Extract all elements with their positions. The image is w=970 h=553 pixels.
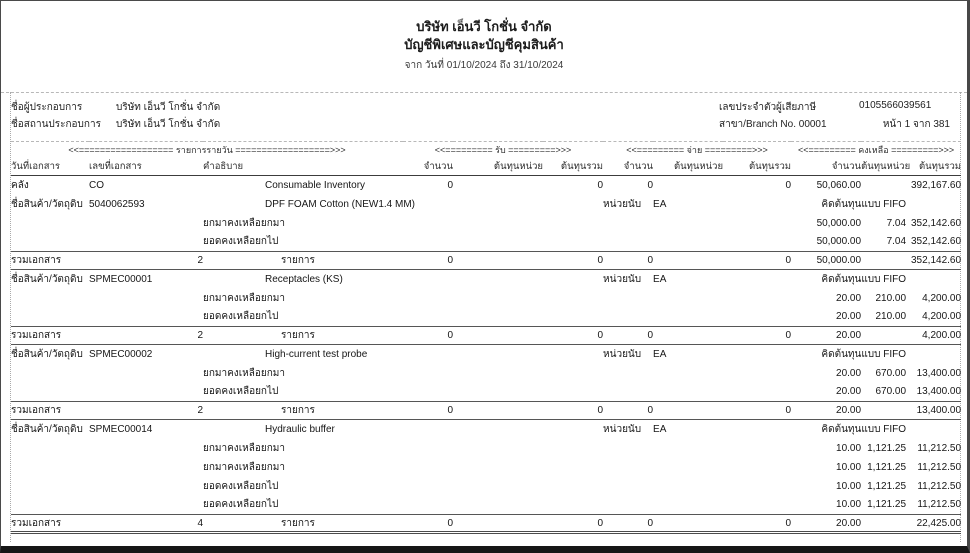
cell bbox=[453, 402, 543, 420]
cell bbox=[603, 458, 653, 477]
cell: 0 bbox=[723, 402, 791, 420]
cell bbox=[403, 477, 453, 496]
cell bbox=[11, 214, 89, 233]
cell: ยกมาคงเหลือยกมา bbox=[203, 442, 285, 454]
cell bbox=[453, 364, 543, 383]
cell: รายการ bbox=[203, 402, 403, 420]
cell bbox=[723, 345, 791, 364]
cell bbox=[453, 515, 543, 533]
cell: 4 bbox=[89, 515, 203, 533]
cell bbox=[403, 364, 453, 383]
cell: 50,000.00 bbox=[816, 217, 862, 229]
cell bbox=[906, 420, 961, 439]
table-group-header-row bbox=[11, 142, 961, 159]
cell: ยอดคงเหลือยกไป bbox=[203, 236, 279, 248]
cell bbox=[653, 439, 723, 458]
group-header-receive: <<========= รับ =========>>> bbox=[434, 145, 572, 156]
cell: 5040062593 bbox=[89, 198, 145, 210]
table-row-move bbox=[11, 289, 961, 308]
table-row-move bbox=[11, 458, 961, 477]
cell: 20.00 bbox=[836, 311, 862, 323]
table-row-item bbox=[11, 195, 961, 214]
cell bbox=[453, 327, 543, 345]
cell bbox=[653, 233, 723, 252]
cell bbox=[11, 383, 89, 402]
cell: 1,121.25 bbox=[867, 499, 907, 511]
table-row-total bbox=[11, 402, 961, 420]
cell bbox=[89, 308, 203, 327]
cell bbox=[603, 289, 653, 308]
cell: หน่วยนับ bbox=[603, 348, 642, 360]
group-header-issue: <<========= จ่าย =========>>> bbox=[626, 145, 768, 156]
cell bbox=[603, 496, 653, 515]
cell bbox=[453, 176, 543, 195]
cell bbox=[543, 420, 603, 439]
cell bbox=[89, 214, 203, 233]
cell bbox=[723, 439, 791, 458]
cell bbox=[453, 252, 543, 270]
cell bbox=[403, 345, 453, 364]
cell bbox=[403, 214, 453, 233]
cell bbox=[403, 439, 453, 458]
cell bbox=[543, 270, 603, 289]
table-row-total bbox=[11, 515, 961, 533]
col-header-receive-total-cost: ต้นทุนรวม bbox=[543, 159, 603, 176]
cell: 0 bbox=[543, 402, 603, 420]
cell bbox=[403, 383, 453, 402]
cell bbox=[11, 289, 89, 308]
cell: 20.00 bbox=[836, 386, 862, 398]
cell bbox=[453, 477, 543, 496]
report-date-range: จาก วันที่ 01/10/2024 ถึง 31/10/2024 bbox=[404, 60, 564, 71]
cell: 0 bbox=[543, 515, 603, 533]
cell bbox=[723, 214, 791, 233]
table-row-total bbox=[11, 252, 961, 270]
cell: 10.00 bbox=[836, 480, 862, 492]
cell: 13,400.00 bbox=[916, 386, 962, 398]
cell: 13,400.00 bbox=[916, 367, 962, 379]
cell bbox=[653, 515, 723, 533]
cell bbox=[89, 439, 203, 458]
col-header-doc-number: เลขที่เอกสาร bbox=[89, 159, 203, 176]
cell: รวมเอกสาร bbox=[11, 327, 89, 345]
cell bbox=[11, 439, 89, 458]
cell: Hydraulic buffer bbox=[265, 423, 335, 435]
cell: ยอดคงเหลือยกไป bbox=[203, 311, 279, 323]
cell: 0 bbox=[403, 252, 453, 270]
cell: 0 bbox=[447, 179, 453, 191]
cell: 210.00 bbox=[875, 292, 907, 304]
cell bbox=[723, 270, 791, 289]
cell: รวมเอกสาร bbox=[11, 252, 89, 270]
cell bbox=[723, 289, 791, 308]
cell: 7.04 bbox=[886, 217, 907, 229]
cell: 20.00 bbox=[791, 402, 861, 420]
cell bbox=[453, 270, 543, 289]
cell: 0 bbox=[403, 327, 453, 345]
cell bbox=[653, 252, 723, 270]
establishment-label: ชื่อสถานประกอบการ bbox=[11, 119, 101, 130]
cell bbox=[723, 364, 791, 383]
cell bbox=[453, 439, 543, 458]
cell bbox=[906, 345, 961, 364]
table-row-ware bbox=[11, 176, 961, 195]
cell bbox=[603, 214, 653, 233]
cell bbox=[453, 214, 543, 233]
table-row-total bbox=[11, 327, 961, 345]
cell bbox=[603, 233, 653, 252]
cell bbox=[543, 496, 603, 515]
cell: 1,121.25 bbox=[867, 461, 907, 473]
cell: 10.00 bbox=[836, 499, 862, 511]
cell: 20.00 bbox=[836, 292, 862, 304]
cell: 20.00 bbox=[791, 515, 861, 533]
cell bbox=[543, 214, 603, 233]
cell bbox=[603, 383, 653, 402]
cell bbox=[403, 270, 453, 289]
col-header-issue-qty: จำนวน bbox=[603, 159, 653, 176]
cell bbox=[453, 345, 543, 364]
col-header-issue-unit-cost: ต้นทุนหน่วย bbox=[653, 159, 723, 176]
col-header-receive-qty: จำนวน bbox=[403, 159, 453, 176]
cell bbox=[653, 383, 723, 402]
cell: 20.00 bbox=[836, 367, 862, 379]
cell: 0 bbox=[723, 252, 791, 270]
cell bbox=[453, 420, 543, 439]
cell: 22,425.00 bbox=[906, 515, 961, 533]
table-row-move bbox=[11, 364, 961, 383]
company-info-section bbox=[1, 92, 967, 141]
cell: 10.00 bbox=[836, 442, 862, 454]
cell: 0 bbox=[603, 515, 653, 533]
cell bbox=[453, 383, 543, 402]
cell: Consumable Inventory bbox=[265, 179, 366, 191]
cell: ชื่อสินค้า/วัตถุดิบ bbox=[11, 423, 83, 435]
cell bbox=[403, 458, 453, 477]
operator-value: บริษัท เอ็นวี โกชั่น จำกัด bbox=[116, 102, 221, 113]
cell: คิดต้นทุนแบบ FIFO bbox=[821, 273, 907, 285]
cell bbox=[11, 477, 89, 496]
col-header-balance-qty: จำนวน bbox=[791, 159, 861, 176]
cell: รวมเอกสาร bbox=[11, 402, 89, 420]
cell bbox=[11, 364, 89, 383]
cell bbox=[603, 439, 653, 458]
operator-label: ชื่อผู้ประกอบการ bbox=[11, 102, 83, 113]
cell: 50,060.00 bbox=[816, 179, 862, 191]
cell: คิดต้นทุนแบบ FIFO bbox=[821, 348, 907, 360]
cell bbox=[543, 345, 603, 364]
cell: ชื่อสินค้า/วัตถุดิบ bbox=[11, 198, 83, 210]
cell bbox=[403, 233, 453, 252]
cell: 0 bbox=[603, 252, 653, 270]
cell bbox=[861, 515, 906, 533]
cell: DPF FOAM Cotton (NEW1.4 MM) bbox=[265, 198, 416, 210]
cell bbox=[403, 289, 453, 308]
cell: 4,200.00 bbox=[922, 311, 962, 323]
cell bbox=[543, 233, 603, 252]
cell bbox=[653, 496, 723, 515]
cell: ชื่อสินค้า/วัตถุดิบ bbox=[11, 348, 83, 360]
cell bbox=[453, 308, 543, 327]
cell bbox=[653, 176, 723, 195]
cell bbox=[723, 195, 791, 214]
cell: 50,000.00 bbox=[791, 252, 861, 270]
table-row-move bbox=[11, 308, 961, 327]
group-header-balance: <<========= คงเหลือ =========>>> bbox=[797, 145, 955, 156]
table-row-item bbox=[11, 270, 961, 289]
col-header-balance-total-cost: ต้นทุนรวม bbox=[906, 159, 961, 176]
cell bbox=[453, 458, 543, 477]
table-row-move bbox=[11, 233, 961, 252]
cell: ยกมาคงเหลือยกมา bbox=[203, 367, 285, 379]
cell bbox=[603, 364, 653, 383]
cell bbox=[89, 233, 203, 252]
cell: คิดต้นทุนแบบ FIFO bbox=[821, 198, 907, 210]
cell bbox=[89, 496, 203, 515]
cell: 4,200.00 bbox=[922, 292, 962, 304]
cell bbox=[653, 308, 723, 327]
cell: 670.00 bbox=[875, 386, 907, 398]
cell bbox=[653, 214, 723, 233]
cell: 210.00 bbox=[875, 311, 907, 323]
cell bbox=[11, 496, 89, 515]
cell: คลัง bbox=[11, 179, 29, 191]
cell: ยอดคงเหลือยกไป bbox=[203, 386, 279, 398]
cell: High-current test probe bbox=[265, 348, 368, 360]
cell: SPMEC00002 bbox=[89, 348, 153, 360]
col-header-receive-unit-cost: ต้นทุนหน่วย bbox=[453, 159, 543, 176]
cell: 11,212.50 bbox=[917, 480, 962, 492]
cell bbox=[603, 308, 653, 327]
cell bbox=[861, 402, 906, 420]
col-header-balance-unit-cost: ต้นทุนหน่วย bbox=[861, 159, 906, 176]
report-title-block bbox=[1, 1, 967, 73]
cell bbox=[723, 308, 791, 327]
cell bbox=[89, 289, 203, 308]
cell: 1,121.25 bbox=[867, 480, 907, 492]
cell bbox=[89, 458, 203, 477]
table-row-move bbox=[11, 477, 961, 496]
cell: 20.00 bbox=[791, 327, 861, 345]
inventory-ledger-table bbox=[11, 141, 961, 534]
cell: 11,212.50 bbox=[917, 442, 962, 454]
cell: หน่วยนับ bbox=[603, 198, 642, 210]
cell: 0 bbox=[723, 515, 791, 533]
cell: EA bbox=[653, 198, 667, 210]
cell: 1,121.25 bbox=[867, 442, 907, 454]
cell: ชื่อสินค้า/วัตถุดิบ bbox=[11, 273, 83, 285]
cell bbox=[453, 195, 543, 214]
cell: Receptacles (KS) bbox=[265, 273, 343, 285]
table-row-move bbox=[11, 439, 961, 458]
cell: 11,212.50 bbox=[917, 461, 962, 473]
table-row-move bbox=[11, 383, 961, 402]
cell bbox=[723, 458, 791, 477]
cell: 0 bbox=[597, 179, 604, 191]
cell: 10.00 bbox=[836, 461, 862, 473]
cell bbox=[653, 458, 723, 477]
cell bbox=[653, 364, 723, 383]
cell bbox=[906, 195, 961, 214]
cell bbox=[543, 477, 603, 496]
cell bbox=[453, 289, 543, 308]
cell bbox=[723, 477, 791, 496]
cell bbox=[723, 233, 791, 252]
cell: รายการ bbox=[203, 515, 403, 533]
cell bbox=[89, 383, 203, 402]
cell bbox=[543, 195, 603, 214]
col-header-issue-total-cost: ต้นทุนรวม bbox=[723, 159, 791, 176]
table-row-item bbox=[11, 420, 961, 439]
cell bbox=[653, 477, 723, 496]
cell: EA bbox=[653, 348, 667, 360]
cell bbox=[723, 383, 791, 402]
cell: 13,400.00 bbox=[906, 402, 961, 420]
cell bbox=[11, 233, 89, 252]
cell: 50,000.00 bbox=[816, 236, 862, 248]
cell: คิดต้นทุนแบบ FIFO bbox=[821, 423, 907, 435]
cell: 352,142.60 bbox=[911, 236, 962, 248]
cell bbox=[653, 289, 723, 308]
cell: ยกมาคงเหลือยกมา bbox=[203, 461, 285, 473]
cell: ยอดคงเหลือยกไป bbox=[203, 480, 279, 492]
cell: EA bbox=[653, 423, 667, 435]
cell bbox=[861, 252, 906, 270]
table-row-item bbox=[11, 345, 961, 364]
cell bbox=[403, 308, 453, 327]
cell: หน่วยนับ bbox=[603, 423, 642, 435]
cell bbox=[861, 176, 906, 195]
cell: 0 bbox=[785, 179, 792, 191]
table-row-move bbox=[11, 496, 961, 515]
page-indicator: หน้า 1 จาก 381 bbox=[882, 119, 950, 130]
establishment-value: บริษัท เอ็นวี โกชั่น จำกัด bbox=[116, 119, 221, 130]
cell bbox=[723, 420, 791, 439]
cell bbox=[453, 233, 543, 252]
cell: 7.04 bbox=[886, 236, 907, 248]
cell bbox=[543, 289, 603, 308]
cell: 0 bbox=[403, 515, 453, 533]
cell: 2 bbox=[89, 252, 203, 270]
cell: 2 bbox=[89, 327, 203, 345]
table-row-move bbox=[11, 214, 961, 233]
cell bbox=[723, 496, 791, 515]
report-table-body bbox=[11, 176, 961, 533]
col-header-doc-date: วันที่เอกสาร bbox=[11, 159, 89, 176]
cell: 0 bbox=[403, 402, 453, 420]
cell: 4,200.00 bbox=[906, 327, 961, 345]
tax-id-value: 0105566039561 bbox=[859, 100, 932, 111]
cell bbox=[543, 383, 603, 402]
cell bbox=[543, 439, 603, 458]
cell: 0 bbox=[603, 402, 653, 420]
cell: 0 bbox=[543, 327, 603, 345]
cell: ยกมาคงเหลือยกมา bbox=[203, 217, 285, 229]
cell: รายการ bbox=[203, 327, 403, 345]
cell: 0 bbox=[723, 327, 791, 345]
cell: 0 bbox=[603, 327, 653, 345]
cell bbox=[603, 477, 653, 496]
branch-number: สาขา/Branch No. 00001 bbox=[719, 119, 827, 130]
cell: 352,142.60 bbox=[906, 252, 961, 270]
cell bbox=[543, 458, 603, 477]
tax-id-label: เลขประจำตัวผู้เสียภาษี bbox=[719, 102, 817, 113]
cell bbox=[89, 477, 203, 496]
col-header-description: คำอธิบาย bbox=[203, 159, 403, 176]
cell bbox=[653, 402, 723, 420]
cell: CO bbox=[89, 179, 104, 191]
company-name: บริษัท เอ็นวี โกชั่น จำกัด bbox=[416, 19, 552, 34]
cell: 392,167.60 bbox=[911, 179, 962, 191]
cell: รายการ bbox=[203, 252, 403, 270]
cell bbox=[653, 327, 723, 345]
cell bbox=[11, 308, 89, 327]
cell: SPMEC00014 bbox=[89, 423, 153, 435]
cell: 0 bbox=[647, 179, 654, 191]
cell bbox=[11, 458, 89, 477]
cell bbox=[403, 496, 453, 515]
cell: EA bbox=[653, 273, 667, 285]
report-name: บัญชีพิเศษและบัญชีคุมสินค้า bbox=[404, 37, 564, 52]
cell: ยอดคงเหลือยกไป bbox=[203, 499, 279, 511]
cell: 11,212.50 bbox=[917, 499, 962, 511]
cell bbox=[543, 364, 603, 383]
cell: SPMEC00001 bbox=[89, 273, 153, 285]
cell: 352,142.60 bbox=[911, 217, 962, 229]
table-column-header-row bbox=[11, 159, 961, 176]
group-header-daily: <<================== รายการรายวัน ==================>>> bbox=[68, 145, 346, 156]
cell: รวมเอกสาร bbox=[11, 515, 89, 533]
cell: 670.00 bbox=[875, 367, 907, 379]
cell bbox=[89, 364, 203, 383]
cell bbox=[906, 270, 961, 289]
cell: 0 bbox=[543, 252, 603, 270]
cell bbox=[861, 327, 906, 345]
cell bbox=[403, 420, 453, 439]
cell bbox=[453, 496, 543, 515]
cell bbox=[543, 308, 603, 327]
cell: หน่วยนับ bbox=[603, 273, 642, 285]
cell: 2 bbox=[89, 402, 203, 420]
cell: ยกมาคงเหลือยกมา bbox=[203, 292, 285, 304]
